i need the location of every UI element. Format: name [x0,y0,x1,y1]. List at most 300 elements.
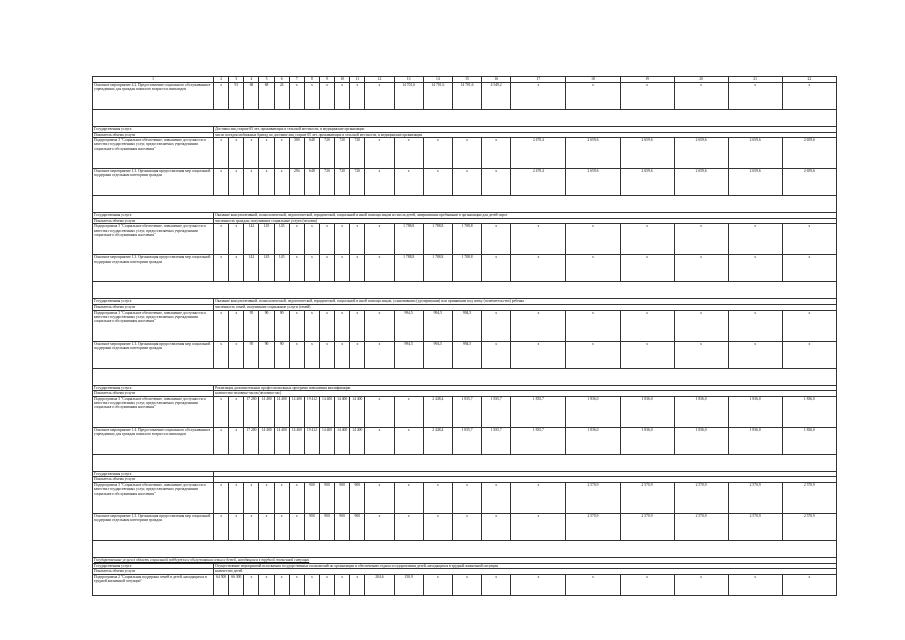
value-cell: x [244,138,259,169]
value-cell: x [620,224,674,255]
value-cell: x [319,310,334,341]
value-cell: x [319,83,334,110]
value-cell: x [511,574,566,595]
table-row [93,427,837,454]
header-cell: 18 [566,77,620,83]
value-cell: 145 [274,224,289,255]
header-cell: 20 [674,77,728,83]
spacer-cell [93,110,837,127]
value-cell: x [511,482,566,513]
volume-label: Показатель объема услуги [93,218,214,224]
value-cell: 1 836,0 [728,396,782,427]
value-cell: x [674,310,728,341]
value-cell: 1 835,7 [452,427,481,454]
value-cell: x [350,310,365,341]
value-cell: 2 570,9 [728,482,782,513]
header-cell: 13 [394,77,423,83]
value-cell: x [304,224,319,255]
value-cell: 14 400 [289,396,304,427]
value-cell: x [728,341,782,368]
value-cell: 900 [304,513,319,540]
value-cell: 1 788,8 [394,224,423,255]
value-cell: x [214,83,229,110]
value-cell: x [365,255,394,282]
row-name: Подпрограмма 3 "Социальное обеспечение, повышение доступности и качества государственных услуг, предоставляемых учреждениями социального обслуживания населения" [93,310,214,341]
value-cell: 1 836,0 [674,396,728,427]
value-cell: 1 835,7 [482,427,511,454]
value-cell: x [674,341,728,368]
value-cell: x [511,83,566,110]
service-text: Реализация дополнительных профессиональных программ повышения квалификации [214,385,837,391]
value-cell: 17 280 [244,427,259,454]
value-cell: 2 659,6 [674,169,728,196]
table-row [93,224,837,255]
value-cell: x [214,224,229,255]
service-text: Оказание консультативной, психологической, педагогической, юридической, социальной и иной помощи лицам из числа детей, завершивших пребывание в организации для детей-сирот [214,213,837,219]
value-cell: x [482,169,511,196]
row-name: Подпрограмма 3 "Социальное обеспечение, повышение доступности и качества государственных услуг, предоставляемых учреждениями социального обслуживания населения" [93,224,214,255]
value-cell: 1 788,8 [423,255,452,282]
value-cell: 68 [259,83,274,110]
value-cell: 14 400 [335,427,350,454]
header-cell: 14 [423,77,452,83]
value-cell: 24 [274,83,289,110]
value-cell: 66 300 [229,574,244,595]
value-cell: 90 [274,310,289,341]
volume-label: Показатель объема услуги [93,304,214,310]
value-cell: 14 400 [289,427,304,454]
value-cell: x [482,138,511,169]
value-cell: x [365,169,394,196]
header-cell: 15 [452,77,481,83]
value-cell: 1 788,8 [452,255,481,282]
value-cell: 145 [259,255,274,282]
section-spacer [93,282,837,299]
volume-label: Показатель объема услуги [93,391,214,397]
value-cell: 2 659,6 [566,138,620,169]
value-cell: 14 701,6 [394,83,423,110]
value-cell: x [394,427,423,454]
value-cell: 14 400 [259,427,274,454]
value-cell: x [728,255,782,282]
table-row [93,169,837,196]
value-cell: x [289,482,304,513]
value-cell: x [394,169,423,196]
value-cell: 900 [304,482,319,513]
value-cell: x [229,341,244,368]
spacer-cell [93,540,837,557]
value-cell: x [365,83,394,110]
value-cell: 720 [335,169,350,196]
value-cell: x [259,574,274,595]
value-cell: 145 [259,224,274,255]
table-row [93,255,837,282]
value-cell: x [274,574,289,595]
value-cell: x [229,513,244,540]
value-cell: 14 701,6 [452,83,481,110]
value-cell: 1 836,0 [620,427,674,454]
value-cell: x [728,224,782,255]
header-cell: 3 [229,77,244,83]
value-cell: x [566,574,620,595]
volume-label: Показатель объема услуги [93,477,214,483]
spacer-cell [93,282,837,299]
value-cell: x [214,255,229,282]
volume-text: число поездок мобильных бригад по доставке лиц старше 65 лет, проживающих в сельской местности, в медицинские организации [214,132,837,138]
value-cell: x [394,513,423,540]
value-cell: 2 659,6 [674,138,728,169]
value-cell: 1 788,8 [452,224,481,255]
value-cell: x [782,224,836,255]
value-cell: 90 [259,310,274,341]
value-cell: 1 835,7 [482,396,511,427]
value-cell: 994,5 [394,310,423,341]
value-cell: 2 570,9 [674,482,728,513]
table-row [93,83,837,110]
value-cell: x [214,482,229,513]
value-cell: x [319,224,334,255]
value-cell: 2 470,4 [511,169,566,196]
value-cell: x [482,574,511,595]
value-cell: x [620,341,674,368]
value-cell: x [452,574,481,595]
value-cell: x [511,513,566,540]
value-cell: x [365,513,394,540]
value-cell: x [229,396,244,427]
value-cell: 1 836,0 [728,427,782,454]
value-cell: 994,5 [452,341,481,368]
value-cell: x [229,138,244,169]
value-cell: x [259,513,274,540]
value-cell: 300 [289,138,304,169]
value-cell: x [365,310,394,341]
value-cell: x [304,341,319,368]
value-cell: x [214,513,229,540]
value-cell: x [423,513,452,540]
header-cell: 12 [365,77,394,83]
header-cell: 2 [214,77,229,83]
value-cell: 900 [350,513,365,540]
value-cell: x [244,482,259,513]
row-name: Подпрограмма 2 "Социальная поддержка семей и детей, находящихся в трудной жизненной ситуации" [93,574,214,595]
value-cell: x [566,341,620,368]
value-cell: x [511,341,566,368]
value-cell: x [214,310,229,341]
value-cell: 720 [319,138,334,169]
value-cell: x [289,255,304,282]
value-cell: x [566,224,620,255]
header-cell: 17 [511,77,566,83]
value-cell: 2 570,9 [674,513,728,540]
value-cell: x [511,224,566,255]
value-cell: x [620,255,674,282]
service-label: Государственная услуга [93,127,214,133]
value-cell: x [482,310,511,341]
value-cell: x [214,341,229,368]
value-cell: x [365,224,394,255]
header-cell: 8 [304,77,319,83]
value-cell: 2 659,6 [566,169,620,196]
value-cell: x [674,83,728,110]
value-cell: 1 835,7 [452,396,481,427]
row-name: Подпрограмма 3 "Социальное обеспечение, повышение доступности и качества государственных услуг, предоставляемых учреждениями социального обслуживания населения" [93,482,214,513]
value-cell: x [335,310,350,341]
value-cell: 720 [350,138,365,169]
value-cell: x [214,427,229,454]
service-label: Государственная услуга [93,471,214,477]
value-cell: 994,5 [452,310,481,341]
row-name: Основное мероприятие 1.3. Организация предоставления мер социальной поддержки отдельным категориям граждан [93,255,214,282]
value-cell: x [566,310,620,341]
value-cell: 1 836,0 [782,427,836,454]
value-cell: x [620,83,674,110]
header-cell: 5 [259,77,274,83]
section-spacer [93,454,837,471]
value-cell: x [423,169,452,196]
value-cell: 14 400 [350,396,365,427]
value-cell: 19 412 [304,427,319,454]
value-cell: 14 400 [319,396,334,427]
value-cell: x [482,224,511,255]
value-cell: 14 400 [274,427,289,454]
value-cell: 900 [335,482,350,513]
value-cell: x [365,341,394,368]
final-section-title: Государственные услуги в области социальной поддержки и обслуживания семьи и детей, находящихся в трудной жизненной ситуации [93,557,837,563]
value-cell: x [423,482,452,513]
value-cell: x [728,83,782,110]
value-cell: 2 659,6 [620,138,674,169]
value-cell: 145 [274,255,289,282]
value-cell: 1 788,8 [394,255,423,282]
header-cell: 6 [274,77,289,83]
spacer-cell [93,196,837,213]
value-cell: x [566,255,620,282]
volume-label: Показатель объема услуги [93,132,214,138]
value-cell: 2 570,9 [620,513,674,540]
header-cell: 11 [350,77,365,83]
section-spacer [93,110,837,127]
value-cell: 994,5 [423,310,452,341]
value-cell: 1 836,0 [566,396,620,427]
value-cell: 1 836,0 [782,396,836,427]
value-cell: x [335,255,350,282]
section-spacer [93,368,837,385]
value-cell: x [511,310,566,341]
value-cell: x [304,255,319,282]
value-cell: x [423,138,452,169]
value-cell: x [319,574,334,595]
value-cell: 720 [350,169,365,196]
value-cell: 19 412 [304,396,319,427]
value-cell: 1 835,7 [511,396,566,427]
value-cell: 2 570,9 [566,513,620,540]
row-name: Подпрограмма 3 "Социальное обеспечение, повышение доступности и качества государственных услуг, предоставляемых учреждениями социального обслуживания населения" [93,396,214,427]
value-cell: x [394,482,423,513]
value-cell: 900 [319,513,334,540]
value-cell: x [452,513,481,540]
value-cell: 14 400 [335,396,350,427]
value-cell: x [394,396,423,427]
value-cell: x [365,138,394,169]
value-cell: 14 400 [350,427,365,454]
value-cell: 648 [304,138,319,169]
value-cell: 14 400 [319,427,334,454]
value-cell: 1 788,8 [423,224,452,255]
value-cell: x [289,83,304,110]
value-cell: x [620,574,674,595]
value-cell: 14 701,6 [423,83,452,110]
header-cell: 7 [289,77,304,83]
value-cell: x [335,341,350,368]
table-row [93,310,837,341]
value-cell: x [350,574,365,595]
value-cell: x [274,513,289,540]
value-cell: x [289,574,304,595]
service-text: Осуществление мероприятий исполнения государственных полномочий по организации и обеспечению отдыха и оздоровления детей, находящихся в трудной жизненной ситуации [214,563,837,569]
value-cell: 142 [244,224,259,255]
row-name: Основное мероприятие 4.2. Предоставление социального обслуживания в учреждениях для граждан пожилого возраста и инвалидов [93,83,214,110]
value-cell: x [350,255,365,282]
volume-label: Показатель объема услуги [93,569,214,575]
value-cell: x [229,482,244,513]
value-cell: 95 [244,341,259,368]
spacer-cell [93,368,837,385]
value-cell: 1 836,0 [674,427,728,454]
service-label: Государственная услуга [93,385,214,391]
value-cell: 2 659,6 [782,138,836,169]
header-cell: 10 [335,77,350,83]
value-cell: x [214,169,229,196]
value-cell: x [335,83,350,110]
value-cell: x [259,482,274,513]
row-name: Основное мероприятие 1.3. Организация предоставления мер социальной поддержки отдельным категориям граждан [93,513,214,540]
service-label: Государственная услуга [93,563,214,569]
value-cell: 4 549,2 [482,83,511,110]
value-cell: 2 448,4 [423,427,452,454]
value-cell: 2 570,9 [566,482,620,513]
value-cell: x [482,482,511,513]
value-cell: x [259,169,274,196]
value-cell: 1 836,0 [620,396,674,427]
value-cell: 2 448,4 [423,396,452,427]
value-cell: 204,6 [365,574,394,595]
spacer-cell [93,454,837,471]
value-cell: x [229,427,244,454]
table-row [93,396,837,427]
value-cell: 900 [335,513,350,540]
value-cell: x [304,310,319,341]
value-cell: x [304,83,319,110]
header-cell: 1 [93,77,214,83]
value-cell: x [782,574,836,595]
value-cell: x [566,83,620,110]
value-cell: x [259,138,274,169]
value-cell: 2 659,6 [620,169,674,196]
value-cell: x [350,224,365,255]
value-cell: x [289,513,304,540]
value-cell: x [214,138,229,169]
value-cell: x [511,255,566,282]
value-cell: 95 [244,310,259,341]
row-name: Подпрограмма 3 "Социальное обеспечение, повышение доступности и качества государственных услуг, предоставляемых учреждениями социального обслуживания населения" [93,138,214,169]
value-cell: x [214,396,229,427]
value-cell: x [674,224,728,255]
value-cell: 2 570,9 [782,513,836,540]
value-cell: x [728,574,782,595]
value-cell: x [423,574,452,595]
value-cell: x [319,341,334,368]
header-cell: 16 [482,77,511,83]
service-label: Государственная услуга [93,299,214,305]
value-cell: x [229,224,244,255]
value-cell: x [229,169,244,196]
value-cell: 994,5 [394,341,423,368]
value-cell: 294 [289,169,304,196]
value-cell: x [482,513,511,540]
value-cell: 91 [229,83,244,110]
header-cell: 19 [620,77,674,83]
table-row [93,341,837,368]
value-cell: x [782,341,836,368]
section-spacer [93,196,837,213]
value-cell: x [244,574,259,595]
value-cell: x [274,482,289,513]
value-cell: 2 570,9 [782,482,836,513]
value-cell: 68 [244,83,259,110]
value-cell: 2 570,9 [728,513,782,540]
value-cell: 2 470,4 [511,138,566,169]
row-name: Основное мероприятие 1.3. Организация предоставления мер социальной поддержки отдельным категориям граждан [93,169,214,196]
value-cell: 14 400 [259,396,274,427]
volume-text: численность граждан, получивших социальные услуги (человек) [214,218,837,224]
value-cell: x [365,396,394,427]
row-name: Основное мероприятие 1.3. Организация предоставления мер социальной поддержки отдельным категориям граждан [93,341,214,368]
value-cell: 14 400 [274,396,289,427]
volume-text: количество детей [214,569,837,575]
value-cell: x [452,138,481,169]
service-text: Оказание консультативной, психологической, педагогической, юридической, социальной и иной помощи лицам, усыновившим (удочерившим) или принявшим под опеку (попечительство) ребенка [214,299,837,305]
volume-text: численность семей, получивших социальные услуги (семей) [214,304,837,310]
value-cell: x [319,255,334,282]
value-cell: x [289,341,304,368]
value-cell: x [782,83,836,110]
value-cell: 2 659,6 [728,169,782,196]
value-cell: x [782,310,836,341]
value-cell: x [674,574,728,595]
service-label: Государственная услуга [93,213,214,219]
value-cell: 150,9 [394,574,423,595]
value-cell: x [335,574,350,595]
value-cell: x [482,255,511,282]
value-cell: x [304,574,319,595]
value-cell: 648 [304,169,319,196]
value-cell: x [452,482,481,513]
value-cell: x [452,169,481,196]
value-cell: x [394,138,423,169]
header-cell: 22 [782,77,836,83]
table-row [93,574,837,595]
value-cell: x [350,341,365,368]
value-cell: x [229,310,244,341]
table-row [93,138,837,169]
value-cell: x [289,310,304,341]
value-cell: x [728,310,782,341]
value-cell: x [620,310,674,341]
row-name: Основное мероприятие 1.4. Предоставление социального обслуживания в учреждениях для граждан пожилого возраста и инвалидов [93,427,214,454]
service-text: Доставка лиц старше 65 лет, проживающих в сельской местности, в медицинские организации [214,127,837,133]
value-cell: 64 500 [214,574,229,595]
value-cell: x [782,255,836,282]
